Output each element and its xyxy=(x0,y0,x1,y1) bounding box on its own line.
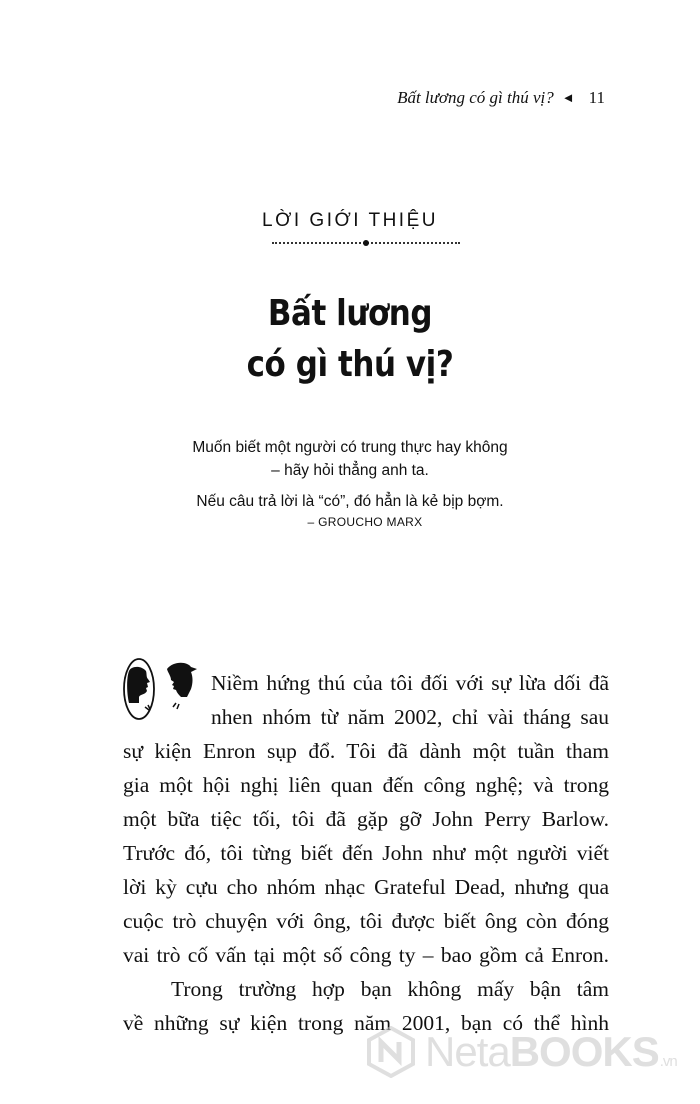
body-text xyxy=(123,666,609,1040)
body-line: lời kỳ cựu cho nhóm nhạc Grateful Dead, nhưng qua xyxy=(123,875,609,899)
running-head xyxy=(397,88,605,108)
chapter-label: LỜI GIỚI THIỆU xyxy=(262,210,438,231)
body-line: về những sự kiện trong năm 2001, bạn có thể hình xyxy=(123,1011,609,1035)
body-line: vai trò cố vấn tại một số công ty – bao gồm cả Enron. xyxy=(123,943,609,967)
chapter-title-line-2: có gì thú vị? xyxy=(246,344,454,385)
watermark xyxy=(365,1022,685,1082)
body-line: cuộc trò chuyện với ông, tôi được biết ông còn đóng xyxy=(123,909,609,933)
body-line: một bữa tiệc tối, tôi đã gặp gỡ John Perry Barlow. xyxy=(123,807,609,831)
chapter-title-line-1: Bất lương xyxy=(267,293,433,334)
netabooks-logo-icon xyxy=(365,1026,417,1078)
watermark-brand: NetaBOOKS.vn xyxy=(425,1028,677,1075)
epigraph-line: – hãy hỏi thẳng anh ta. xyxy=(271,462,429,479)
left-triangle-icon: ◄ xyxy=(561,90,575,105)
dotted-divider xyxy=(272,240,460,246)
running-head-title: Bất lương có gì thú vị? xyxy=(397,88,554,107)
body-line: sự kiện Enron sụp đổ. Tôi đã dành một tuần tham xyxy=(123,739,609,763)
body-line: Niềm hứng thú của tôi đối với sự lừa dối đã xyxy=(211,671,609,695)
body-line: gia một hội nghị liên quan đến công nghệ; và trong xyxy=(123,773,609,797)
body-line: nhen nhóm từ năm 2002, chỉ vài tháng sau xyxy=(211,705,609,729)
epigraph-line: Nếu câu trả lời là “có”, đó hẳn là kẻ bịp bợm. xyxy=(196,493,504,510)
chapter-title xyxy=(49,288,651,390)
page-number: 11 xyxy=(588,88,605,107)
epigraph xyxy=(0,436,700,531)
body-line: Trước đó, tôi từng biết đến John như một người viết xyxy=(123,841,609,865)
epigraph-line: Muốn biết một người có trung thực hay không xyxy=(192,439,508,456)
body-line: Trong trường hợp bạn không mấy bận tâm xyxy=(171,977,609,1001)
epigraph-attribution: – GROUCHO MARX xyxy=(307,515,423,529)
